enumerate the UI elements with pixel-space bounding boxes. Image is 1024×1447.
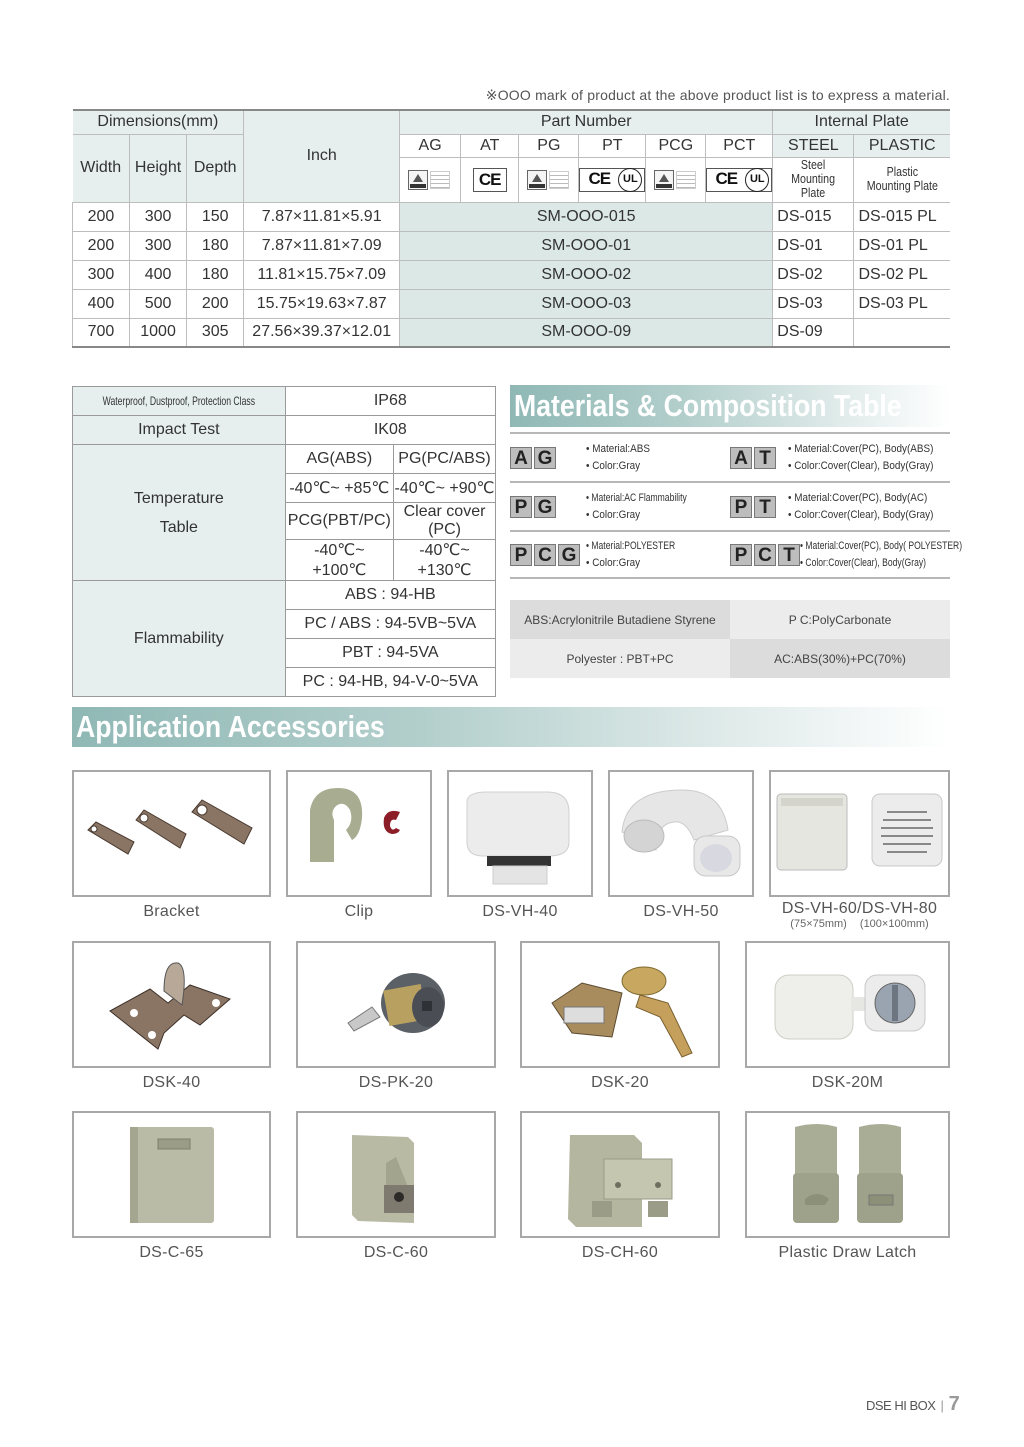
header-material-pt: PT	[579, 134, 646, 157]
accessory-ds-c-60	[296, 1111, 496, 1262]
cell-width: 200	[73, 202, 130, 231]
cell-depth: 200	[187, 289, 244, 318]
protection-class-value: IP68	[285, 387, 495, 416]
ds-vh-40-image	[447, 770, 593, 897]
cell-plastic-plate: DS-03 PL	[854, 289, 950, 318]
table-row	[73, 289, 951, 318]
accessory-plastic-draw-latch	[745, 1111, 950, 1262]
temperature-cell: -40℃~ +90℃	[394, 474, 496, 503]
cell-plastic-plate: DS-015 PL	[854, 202, 950, 231]
table-row	[73, 260, 951, 289]
certs-at	[461, 157, 519, 202]
certs-pt	[579, 157, 646, 202]
cell-inch: 15.75×19.63×7.87	[244, 289, 400, 318]
cell-width: 700	[73, 318, 130, 347]
ds-c-65-image	[72, 1111, 271, 1238]
certs-pg	[519, 157, 579, 202]
cell-inch: 7.87×11.81×7.09	[244, 231, 400, 260]
dsk-40-image	[72, 941, 271, 1068]
accessory-clip	[286, 770, 432, 921]
cell-inch: 27.56×39.37×12.01	[244, 318, 400, 347]
header-part-number: Part Number	[400, 110, 773, 134]
header-dimensions: Dimensions(mm)	[73, 110, 244, 134]
accessory-dsk-40	[72, 941, 271, 1092]
flammability-label: Flammability	[73, 581, 286, 697]
dsk-20m-image	[745, 941, 950, 1068]
plastic-draw-latch-image	[745, 1111, 950, 1238]
materials-row	[510, 432, 950, 481]
material-pcg: P C G • Material:POLYESTER • Color:Gray	[510, 538, 730, 572]
ce-mark-icon: CE	[473, 168, 507, 192]
cell-plastic-plate: DS-01 PL	[854, 231, 950, 260]
ds-vh-60-80-image	[769, 770, 950, 897]
ce-mark-icon: CE	[715, 168, 738, 188]
certs-ag	[400, 157, 461, 202]
cell-part-number: SM-OOO-03	[400, 289, 773, 318]
steel-description: Steel Mounting Plate	[773, 157, 854, 202]
flammability-cell: ABS : 94-HB	[285, 581, 495, 610]
plastic-description: Plastic Mounting Plate	[854, 157, 950, 202]
brand-name: DSE HI BOX	[866, 1398, 936, 1413]
cell-depth: 180	[187, 260, 244, 289]
material-pct: P C T • Material:Cover(PC), Body( POLYESTER) • Color:Cover(Clear), Body(Gray)	[730, 538, 950, 572]
clip-image	[286, 770, 432, 897]
abbreviation-ac: AC:ABS(30%)+PC(70%)	[730, 639, 950, 678]
cell-part-number: SM-OOO-09	[400, 318, 773, 347]
page-footer	[866, 1393, 959, 1416]
footer-separator: |	[940, 1398, 944, 1413]
header-depth: Depth	[187, 134, 244, 202]
product-dimensions-table	[72, 109, 950, 348]
cell-plastic-plate: DS-02 PL	[854, 260, 950, 289]
cell-height: 300	[129, 231, 186, 260]
ds-ch-60-image	[520, 1111, 720, 1238]
abbreviations-table	[510, 600, 950, 678]
header-plastic: PLASTIC	[854, 134, 950, 157]
material-code: P C T	[730, 544, 800, 566]
header-material-ag: AG	[400, 134, 461, 157]
cell-steel-plate: DS-03	[773, 289, 854, 318]
flammability-cell: PBT : 94-5VA	[285, 639, 495, 668]
accessory-size-note: (75×75mm) (100×100mm)	[790, 918, 929, 930]
temperature-cell: AG(ABS)	[285, 445, 393, 474]
cell-steel-plate: DS-015	[773, 202, 854, 231]
ds-c-60-image	[296, 1111, 496, 1238]
accessories-section-title: Application Accessories	[72, 707, 950, 747]
temperature-cell: -40℃~ +130℃	[394, 540, 496, 581]
accessory-ds-vh-50	[608, 770, 754, 921]
materials-section-title: Materials & Composition Table	[510, 385, 950, 427]
material-code: A T	[730, 447, 788, 469]
accessory-ds-ch-60	[520, 1111, 720, 1262]
temperature-cell: -40℃~ +100℃	[285, 540, 393, 581]
ds-pk-20-image	[296, 941, 496, 1068]
header-width: Width	[73, 134, 130, 202]
flammability-cell: PC : 94-HB, 94-V-0~5VA	[285, 668, 495, 697]
header-material-pcg: PCG	[646, 134, 706, 157]
cell-plastic-plate	[854, 318, 950, 347]
header-material-at: AT	[461, 134, 519, 157]
accessory-dsk-20	[520, 941, 720, 1092]
material-code: P G	[510, 496, 586, 518]
flammability-cell: PC / ABS : 94-5VB~5VA	[285, 610, 495, 639]
cell-height: 500	[129, 289, 186, 318]
header-internal-plate: Internal Plate	[773, 110, 950, 134]
materials-row	[510, 481, 950, 530]
accessory-dsk-20m	[745, 941, 950, 1092]
material-pg: P G • Material:AC Flammability • Color:Gray	[510, 490, 730, 524]
header-material-pct: PCT	[706, 134, 773, 157]
cell-depth: 150	[187, 202, 244, 231]
iso-certification-icon	[408, 168, 452, 192]
cell-part-number: SM-OOO-02	[400, 260, 773, 289]
accessory-label: DSK-20	[591, 1074, 649, 1091]
cell-height: 1000	[129, 318, 186, 347]
certs-pcg	[646, 157, 706, 202]
cell-steel-plate: DS-09	[773, 318, 854, 347]
ds-vh-50-image	[608, 770, 754, 897]
accessory-label: DS-C-65	[139, 1244, 204, 1261]
temperature-cell: PCG(PBT/PC)	[285, 503, 393, 540]
materials-row	[510, 530, 963, 579]
header-steel: STEEL	[773, 134, 854, 157]
specification-table	[72, 386, 496, 697]
accessory-ds-vh-60-80	[769, 770, 950, 930]
header-inch: Inch	[244, 110, 400, 202]
table-row	[73, 231, 951, 260]
iso-certification-icon	[654, 168, 698, 192]
accessory-label: Plastic Draw Latch	[778, 1244, 917, 1261]
bracket-image	[72, 770, 271, 897]
iso-certification-icon	[527, 168, 571, 192]
accessory-label: Clip	[344, 903, 374, 920]
accessory-label: Bracket	[143, 903, 200, 920]
temperature-cell: Clear cover (PC)	[394, 503, 496, 540]
temperature-table-label: Temperature Table	[73, 445, 286, 581]
material-mark-note: ※OOO mark of product at the above product list is to express a material.	[485, 87, 950, 103]
material-pt: P T • Material:Cover(PC), Body(AC) • Color:Cover(Clear), Body(Gray)	[730, 490, 950, 524]
dsk-20-image	[520, 941, 720, 1068]
cell-depth: 180	[187, 231, 244, 260]
accessory-ds-pk-20	[296, 941, 496, 1092]
material-ag: A G • Material:ABS • Color:Gray	[510, 441, 730, 475]
accessory-label: DS-PK-20	[358, 1074, 434, 1091]
table-row	[73, 318, 951, 347]
accessory-bracket	[72, 770, 271, 921]
temperature-cell: PG(PC/ABS)	[394, 445, 496, 474]
certs-pct	[706, 157, 773, 202]
cell-width: 200	[73, 231, 130, 260]
ul-mark-icon: UL	[745, 168, 769, 192]
materials-grid	[510, 432, 963, 579]
cell-depth: 305	[187, 318, 244, 347]
ul-mark-icon: UL	[618, 168, 642, 192]
cell-height: 300	[129, 202, 186, 231]
accessory-ds-vh-40	[447, 770, 593, 921]
page-number: 7	[948, 1393, 960, 1415]
header-height: Height	[129, 134, 186, 202]
accessory-label: DS-C-60	[363, 1244, 429, 1261]
cell-inch: 7.87×11.81×5.91	[244, 202, 400, 231]
cell-height: 400	[129, 260, 186, 289]
accessory-label: DS-VH-40	[482, 903, 558, 920]
abbreviation-pc: P C:PolyCarbonate	[730, 600, 950, 639]
cell-steel-plate: DS-01	[773, 231, 854, 260]
ce-mark-icon: CE	[588, 168, 611, 188]
accessory-label: DS-VH-60/DS-VH-80	[781, 900, 938, 917]
temperature-cell: -40℃~ +85℃	[285, 474, 393, 503]
cell-steel-plate: DS-02	[773, 260, 854, 289]
accessory-label: DS-VH-50	[643, 903, 719, 920]
abbreviation-abs: ABS:Acrylonitrile Butadiene Styrene	[510, 600, 730, 639]
material-code: P T	[730, 496, 788, 518]
abbreviation-polyester: Polyester : PBT+PC	[510, 639, 730, 678]
accessory-label: DSK-40	[142, 1074, 201, 1091]
cell-part-number: SM-OOO-01	[400, 231, 773, 260]
table-row	[73, 202, 951, 231]
cell-width: 300	[73, 260, 130, 289]
header-material-pg: PG	[519, 134, 579, 157]
impact-test-label: Impact Test	[73, 416, 286, 445]
accessory-label: DSK-20M	[811, 1074, 884, 1091]
material-code: P C G	[510, 544, 586, 566]
accessory-ds-c-65	[72, 1111, 271, 1262]
material-at: A T • Material:Cover(PC), Body(ABS) • Color:Cover(Clear), Body(Gray)	[730, 441, 950, 475]
material-code: A G	[510, 447, 586, 469]
cell-width: 400	[73, 289, 130, 318]
protection-class-label: Waterproof, Dustproof, Protection Class	[73, 387, 286, 416]
cell-inch: 11.81×15.75×7.09	[244, 260, 400, 289]
impact-test-value: IK08	[285, 416, 495, 445]
accessory-label: DS-CH-60	[581, 1244, 659, 1261]
cell-part-number: SM-OOO-015	[400, 202, 773, 231]
